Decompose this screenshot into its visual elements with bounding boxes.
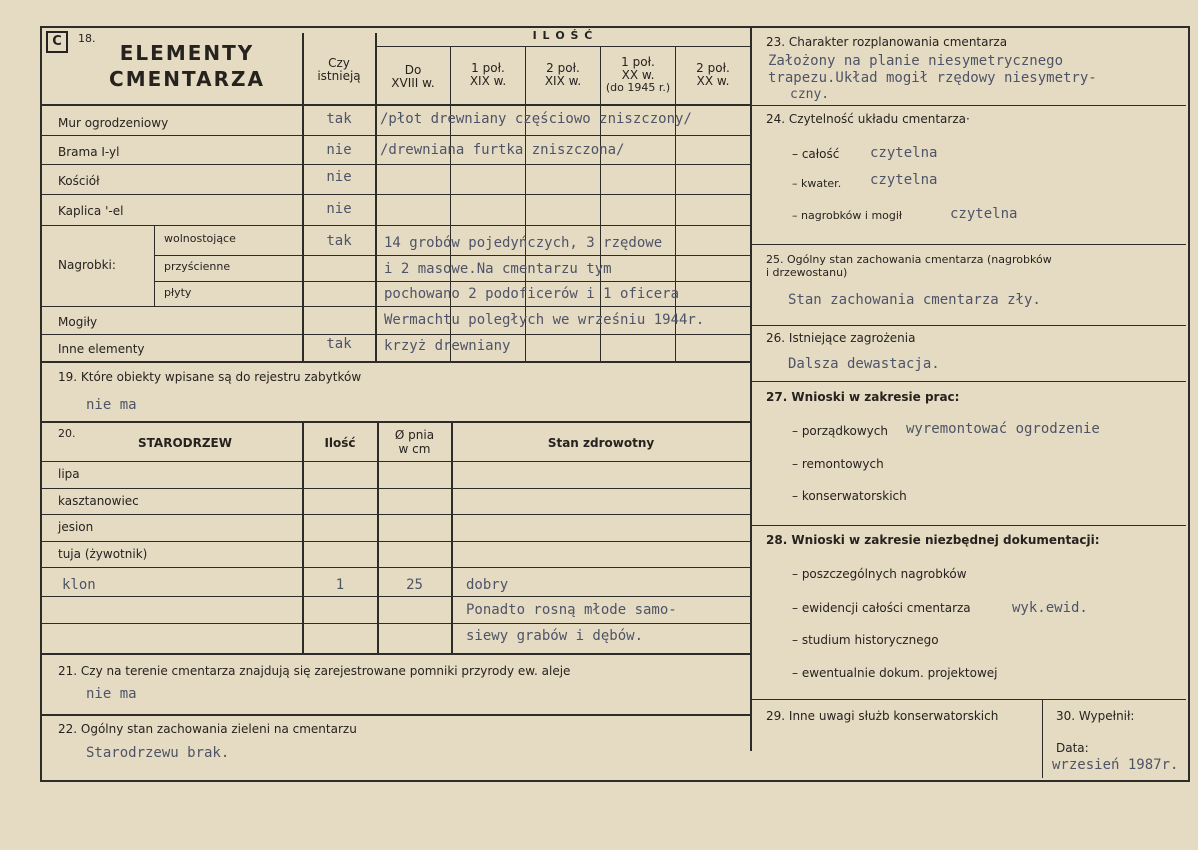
s23-line2: trapezu.Układ mogił rzędowy niesymetry- bbox=[768, 70, 1097, 86]
row-line bbox=[41, 194, 751, 195]
s23-label: 23. Charakter rozplanowania cmentarza bbox=[766, 35, 1008, 49]
row-exists-inne: tak bbox=[326, 336, 352, 352]
s24-item-value-nagrobkow: czytelna bbox=[950, 206, 1018, 222]
row-line bbox=[41, 541, 751, 542]
row-label-kaplica: Kaplica '-el bbox=[58, 204, 124, 218]
klon-diameter: 25 bbox=[406, 577, 423, 593]
s30-date-value: wrzesień 1987r. bbox=[1052, 757, 1179, 773]
row-line bbox=[41, 596, 751, 597]
s28-item-nagrobkow: – poszczególnych nagrobków bbox=[792, 567, 967, 581]
period-5-l2: XX w. bbox=[696, 74, 730, 88]
section-number: 18. bbox=[78, 32, 96, 45]
s26-label: 26. Istniejące zagrożenia bbox=[766, 331, 916, 345]
nagrobki-note-3: pochowano 2 podoficerów i 1 oficera bbox=[384, 286, 680, 302]
s25-label-line1: 25. Ogólny stan zachowania cmentarza (nagrobków bbox=[766, 253, 1052, 266]
s26-value: Dalsza dewastacja. bbox=[788, 356, 940, 372]
s20-col-pnia-l1: Ø pnia bbox=[394, 428, 435, 442]
s20-col-ilosc: Ilość bbox=[324, 436, 356, 450]
s20-col-stan: Stan zdrowotny bbox=[547, 436, 655, 450]
s28-item-projektowej: – ewentualnie dokum. projektowej bbox=[792, 666, 998, 680]
s24-item-label-calosc: – całość bbox=[792, 147, 840, 161]
row-exists-kosciol: nie bbox=[326, 169, 352, 185]
row-line bbox=[41, 306, 751, 307]
s21-value: nie ma bbox=[86, 686, 137, 702]
period-1-l1: Do bbox=[404, 63, 422, 77]
s24-item-label-kwater: – kwater. bbox=[792, 177, 842, 190]
title-line2: CMENTARZA bbox=[109, 67, 265, 91]
species-klon: klon bbox=[62, 577, 96, 593]
row-line bbox=[41, 334, 751, 335]
row-note-mur: /płot drewniany częściowo zniszczony/ bbox=[380, 111, 692, 127]
section-line bbox=[41, 714, 751, 716]
nagrobki-label: Nagrobki: bbox=[58, 258, 116, 272]
row-label-mogily: Mogiły bbox=[58, 315, 98, 329]
period-3-l1: 2 poł. bbox=[546, 61, 580, 75]
tree-extra-note-2: siewy grabów i dębów. bbox=[466, 628, 644, 644]
period-2-l2: XIX w. bbox=[469, 74, 507, 88]
s27-value-porzadkowych: wyremontować ogrodzenie bbox=[906, 421, 1100, 437]
row-line bbox=[155, 281, 751, 282]
s20-title: STARODRZEW bbox=[138, 436, 232, 450]
s19-label: 19. Które obiekty wpisane są do rejestru zabytków bbox=[58, 370, 362, 384]
ilosc-heading: I L O Ś Ć bbox=[532, 29, 594, 42]
period-4-l1: 1 poł. bbox=[621, 55, 655, 69]
species-jesion: jesion bbox=[58, 520, 94, 534]
s27-item-konserwatorskich: – konserwatorskich bbox=[792, 489, 907, 503]
row-label-brama: Brama I-yl bbox=[58, 145, 120, 159]
nagrobki-plyty: płyty bbox=[164, 286, 192, 299]
species-kasztanowiec: kasztanowiec bbox=[58, 494, 139, 508]
period-4-l2: XX w. bbox=[621, 68, 655, 82]
tree-col-divider bbox=[302, 422, 304, 654]
right-line bbox=[751, 105, 1186, 106]
period-3-l2: XIX w. bbox=[544, 74, 582, 88]
s24-item-label-nagrobkow: – nagrobków i mogił bbox=[792, 209, 903, 222]
row-line bbox=[41, 488, 751, 489]
s30-label: 30. Wypełnił: bbox=[1056, 709, 1135, 723]
ilosc-line bbox=[376, 46, 750, 47]
s21-label: 21. Czy na terenie cmentarza znajdują się zarejestrowane pomniki przyrody ew. aleje bbox=[58, 664, 571, 678]
s24-item-value-calosc: czytelna bbox=[870, 145, 938, 161]
row-note-mogily: Wermachtu poległych we wrześniu 1944r. bbox=[384, 312, 705, 328]
row-line bbox=[41, 164, 751, 165]
s30-date-label: Data: bbox=[1056, 741, 1089, 755]
row-label-mur: Mur ogrodzeniowy bbox=[58, 116, 169, 130]
right-line bbox=[751, 244, 1186, 245]
title-line1: ELEMENTY bbox=[119, 41, 255, 65]
row-line bbox=[41, 225, 751, 226]
col-czy-line2: istnieją bbox=[317, 69, 361, 83]
s20-number: 20. bbox=[58, 427, 76, 440]
right-line bbox=[751, 325, 1186, 326]
section-line bbox=[41, 653, 751, 655]
s22-label: 22. Ogólny stan zachowania zieleni na cmentarzu bbox=[58, 722, 357, 736]
nagrobki-wolnostojace: wolnostojące bbox=[164, 232, 236, 245]
row-line bbox=[41, 567, 751, 568]
nagrobki-note-2: i 2 masowe.Na cmentarzu tym bbox=[384, 261, 612, 277]
row-line bbox=[41, 623, 751, 624]
klon-count: 1 bbox=[335, 577, 345, 593]
s28-item-ewidencji: – ewidencji całości cmentarza bbox=[792, 601, 971, 615]
s28-value-ewidencji: wyk.ewid. bbox=[1012, 600, 1088, 616]
species-lipa: lipa bbox=[58, 467, 80, 481]
col-czy-line1: Czy bbox=[328, 56, 350, 70]
row-label-inne: Inne elementy bbox=[58, 342, 145, 356]
row-exists-kaplica: nie bbox=[326, 201, 352, 217]
period-5-l1: 2 poł. bbox=[696, 61, 730, 75]
nagrobki-note-1: 14 grobów pojedyńczych, 3 rzędowe bbox=[384, 235, 663, 251]
row-exists-mur: tak bbox=[326, 111, 352, 127]
s25-label-line2: i drzewostanu) bbox=[766, 266, 848, 279]
row-line bbox=[41, 135, 751, 136]
right-line bbox=[751, 699, 1186, 700]
right-divider-29-30 bbox=[1042, 700, 1043, 778]
s28-label: 28. Wnioski w zakresie niezbędnej dokumentacji: bbox=[766, 533, 1100, 547]
s24-item-value-kwater: czytelna bbox=[870, 172, 938, 188]
nagrobki-divider bbox=[154, 225, 155, 306]
s19-value: nie ma bbox=[86, 397, 137, 413]
row-line bbox=[41, 461, 751, 462]
right-line bbox=[751, 381, 1186, 382]
tree-col-divider bbox=[451, 422, 453, 654]
period-4-l3: (do 1945 r.) bbox=[605, 81, 671, 94]
s24-label: 24. Czytelność układu cmentarza· bbox=[766, 112, 970, 126]
card-letter-box: C bbox=[46, 31, 68, 53]
s23-line1: Założony na planie niesymetrycznego bbox=[768, 53, 1064, 69]
row-line bbox=[41, 514, 751, 515]
nagrobki-exists-wolnostojace: tak bbox=[326, 233, 352, 249]
header-bottom-line bbox=[41, 104, 751, 106]
period-1-l2: XVIII w. bbox=[391, 76, 435, 90]
klon-state: dobry bbox=[466, 577, 509, 593]
right-line bbox=[751, 525, 1186, 526]
tree-col-divider bbox=[377, 422, 379, 654]
row-label-kosciol: Kościół bbox=[58, 174, 100, 188]
section-line bbox=[41, 361, 751, 363]
species-tuja: tuja (żywotnik) bbox=[58, 547, 148, 561]
row-line bbox=[155, 255, 751, 256]
s29-label: 29. Inne uwagi służb konserwatorskich bbox=[766, 709, 999, 723]
s27-label: 27. Wnioski w zakresie prac: bbox=[766, 390, 960, 404]
row-note-brama: /drewniana furtka zniszczona/ bbox=[380, 142, 625, 158]
s20-col-pnia-l2: w cm bbox=[398, 442, 431, 456]
s27-item-remontowych: – remontowych bbox=[792, 457, 884, 471]
s27-item-porzadkowych: – porządkowych bbox=[792, 424, 888, 438]
section-line bbox=[41, 421, 751, 423]
s23-line3: czny. bbox=[790, 87, 830, 102]
row-exists-brama: nie bbox=[326, 142, 352, 158]
s22-value: Starodrzewu brak. bbox=[86, 745, 230, 761]
tree-extra-note-1: Ponadto rosną młode samo- bbox=[466, 602, 677, 618]
row-note-inne: krzyż drewniany bbox=[384, 338, 511, 354]
nagrobki-przyscienne: przyścienne bbox=[164, 260, 231, 273]
s28-item-studium: – studium historycznego bbox=[792, 633, 939, 647]
period-2-l1: 1 poł. bbox=[471, 61, 505, 75]
s25-value: Stan zachowania cmentarza zły. bbox=[788, 292, 1041, 308]
